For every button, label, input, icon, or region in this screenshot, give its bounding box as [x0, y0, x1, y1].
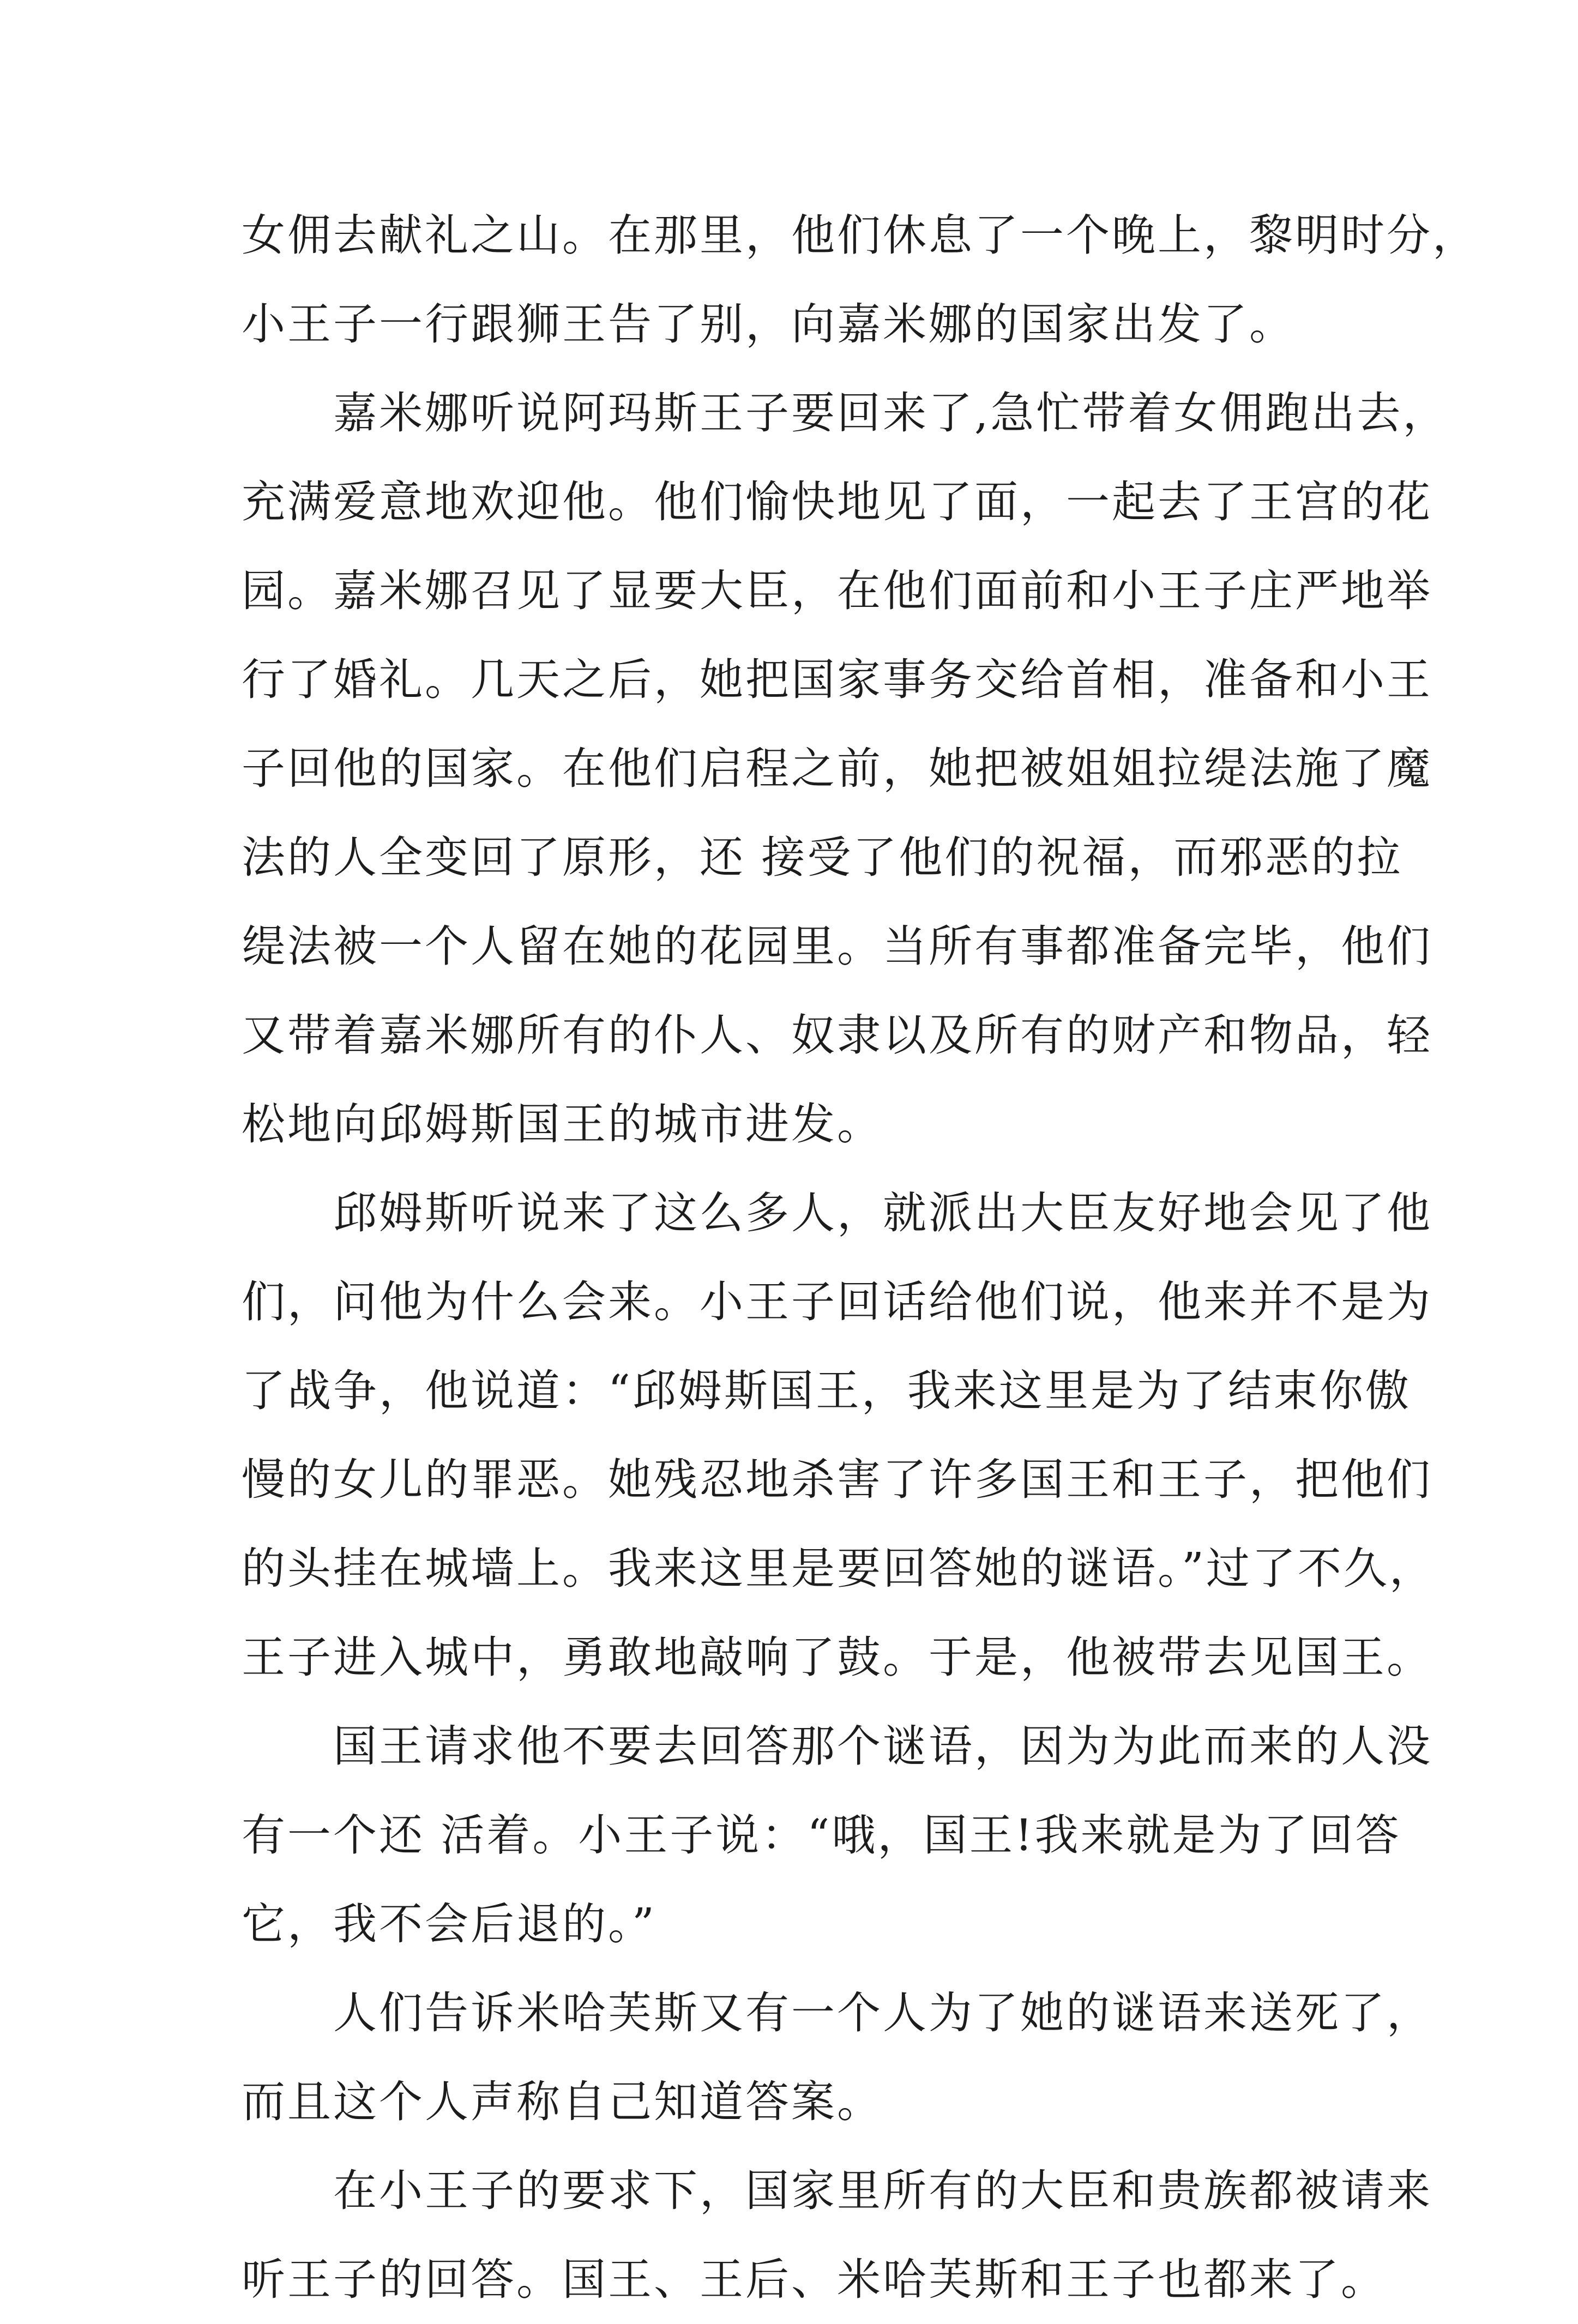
text-line: 慢的女儿的罪恶。她残忍地杀害了许多国王和王子，把他们	[242, 1454, 1432, 1505]
text-line: 小王子一行跟狮王告了别，向嘉米娜的国家出发了。	[242, 299, 1295, 350]
text-line: 缇法被一个人留在她的花园里。当所有事都准备完毕，他们	[242, 921, 1432, 972]
text-line: 而且这个人声称自己知道答案。	[242, 2076, 883, 2127]
text-line: 行了婚礼。几天之后，她把国家事务交给首相，准备和小王	[242, 654, 1432, 705]
text-line: 人们告诉米哈芙斯又有一个人为了她的谜语来送死了，	[242, 1988, 1432, 2038]
text-line: 的头挂在城墙上。我来这里是要回答她的谜语。”过了不久，	[242, 1543, 1435, 1594]
text-line: 又带着嘉米娜所有的仆人、奴隶以及所有的财产和物品，轻	[242, 1010, 1432, 1061]
text-line: 邱姆斯听说来了这么多人，就派出大臣友好地会见了他	[242, 1188, 1432, 1238]
text-body	[242, 191, 1478, 2324]
text-line: 子回他的国家。在他们启程之前，她把被姐姐拉缇法施了魔	[242, 743, 1432, 794]
text-line: 听王子的回答。国王、王后、米哈芙斯和王子也都来了。	[242, 2254, 1387, 2305]
text-line: 了战争，他说道：“邱姆斯国王，我来这里是为了结束你傲	[242, 1365, 1411, 1416]
text-line: 嘉米娜听说阿玛斯王子要回来了,急忙带着女佣跑出去，	[242, 388, 1449, 438]
text-line: 王子进入城中，勇敢地敲响了鼓。于是，他被带去见国王。	[242, 1632, 1432, 1683]
text-line: 法的人全变回了原形，还 接受了他们的祝福，而邪恶的拉	[242, 832, 1403, 883]
text-line: 有一个还 活着。小王子说：“哦，国王!我来就是为了回答	[242, 1810, 1401, 1861]
text-line: 国王请求他不要去回答那个谜语，因为为此而来的人没	[242, 1721, 1432, 1772]
text-line: 充满爱意地欢迎他。他们愉快地见了面，一起去了王宫的花	[242, 477, 1432, 527]
text-line: 在小王子的要求下，国家里所有的大臣和贵族都被请来	[242, 2165, 1432, 2216]
text-line: 女佣去献礼之山。在那里，他们休息了一个晚上，黎明时分，	[242, 210, 1478, 261]
text-line: 园。嘉米娜召见了显要大臣，在他们面前和小王子庄严地举	[242, 565, 1432, 616]
text-line: 松地向邱姆斯国王的城市进发。	[242, 1099, 883, 1149]
text-line: 们，问他为什么会来。小王子回话给他们说，他来并不是为	[242, 1277, 1432, 1327]
text-line: 它，我不会后退的。”	[242, 1899, 657, 1949]
